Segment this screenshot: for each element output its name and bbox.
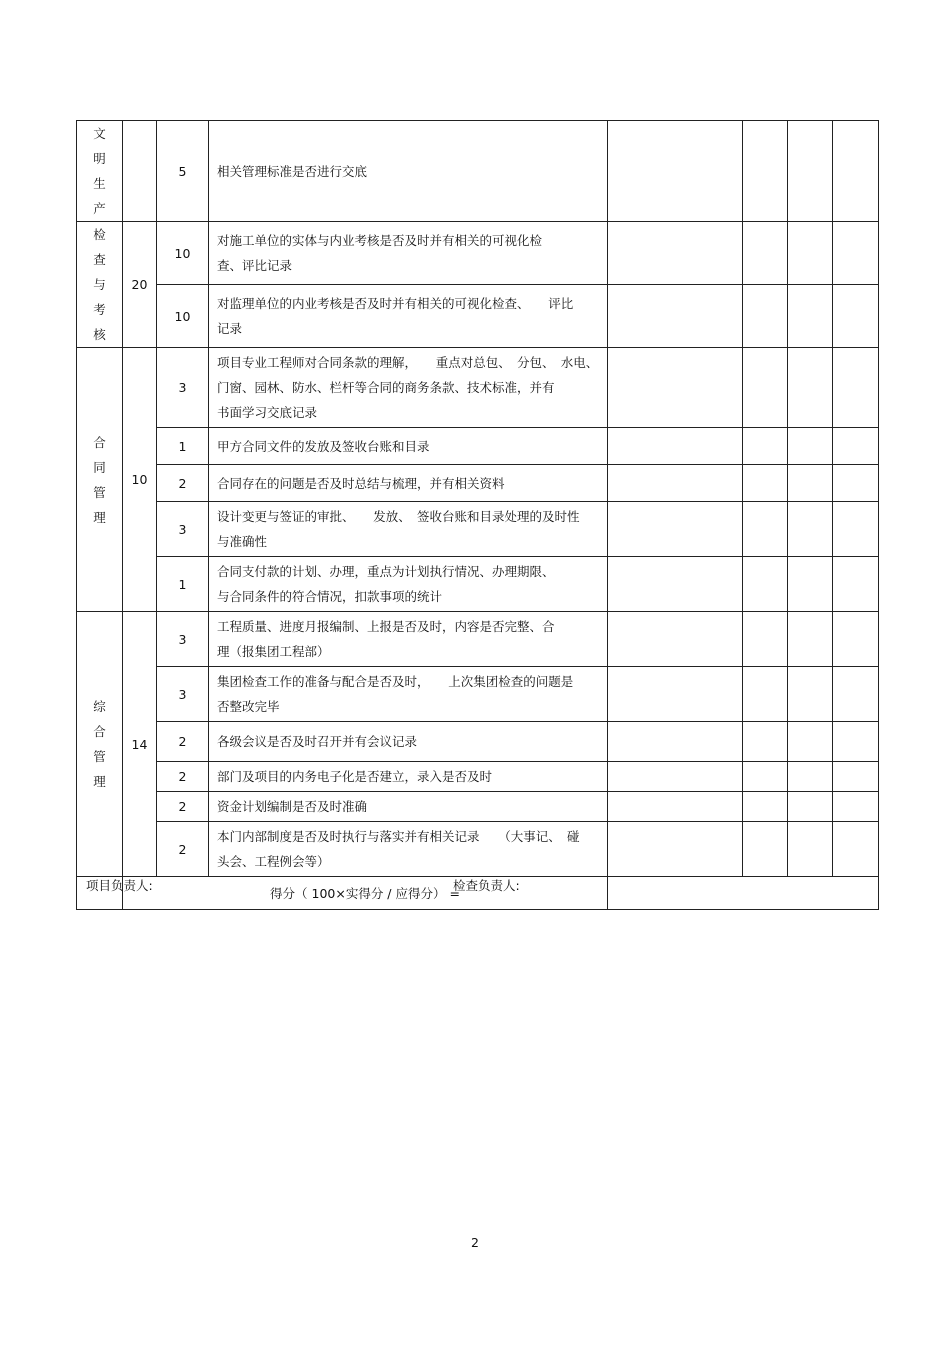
inspection-notes-cell[interactable] [608,667,743,722]
table-row [77,822,879,877]
score-entry-cell[interactable] [833,822,879,877]
item-criteria [209,557,608,612]
total-score-value-cell[interactable] [608,877,879,910]
criteria-line: 门窗、园林、防水、栏杆等合同的商务条款、技术标准，并有 [217,380,555,395]
item-criteria [209,502,608,557]
score-entry-cell[interactable] [833,667,879,722]
score-entry-cell[interactable] [788,348,833,428]
criteria-line: 部门及项目的内务电子化是否建立，录入是否及时 [217,769,493,784]
category-cell [77,121,123,222]
item-criteria [209,667,608,722]
category-total-points [123,121,157,222]
item-criteria [209,348,608,428]
score-entry-cell[interactable] [788,667,833,722]
inspection-notes-cell[interactable] [608,502,743,557]
score-entry-cell[interactable] [788,222,833,285]
score-entry-cell[interactable] [833,557,879,612]
item-criteria [209,428,608,465]
criteria-line: 工程质量、进度月报编制、上报是否及时，内容是否完整、合 [217,619,555,634]
table-row [77,502,879,557]
criteria-line: 各级会议是否及时召开并有会议记录 [217,734,418,749]
category-char: 同 [93,459,106,475]
category-cell [77,348,123,612]
table-row [77,348,879,428]
category-char: 合 [93,724,106,739]
score-entry-cell[interactable] [743,502,788,557]
category-char: 明 [93,151,106,166]
score-entry-cell[interactable] [788,822,833,877]
table-row [77,612,879,667]
category-char: 查 [93,252,106,267]
score-entry-cell[interactable] [743,348,788,428]
score-entry-cell[interactable] [788,792,833,822]
category-total-points: 20 [123,222,157,348]
inspection-notes-cell[interactable] [608,557,743,612]
category-cell [77,612,123,877]
inspection-notes-cell[interactable] [608,222,743,285]
inspection-notes-cell[interactable] [608,465,743,502]
inspection-notes-cell[interactable] [608,285,743,348]
score-entry-cell[interactable] [788,285,833,348]
inspection-lead-signature-label: 检查负责人: [453,878,520,893]
item-criteria [209,722,608,762]
category-char: 管 [93,749,106,764]
score-entry-cell[interactable] [788,121,833,222]
score-entry-cell[interactable] [833,792,879,822]
inspection-notes-cell[interactable] [608,348,743,428]
category-char: 理 [93,509,106,525]
score-entry-cell[interactable] [833,428,879,465]
category-char: 考 [93,302,106,317]
item-criteria [209,792,608,822]
category-char: 检 [93,227,106,242]
category-char: 与 [93,277,106,292]
category-char: 生 [93,176,106,191]
criteria-line: 集团检查工作的准备与配合是否及时， 上次集团检查的问题是 [217,674,574,689]
item-points: 3 [157,667,209,722]
score-entry-cell[interactable] [788,612,833,667]
score-entry-cell[interactable] [743,557,788,612]
criteria-line: 本门内部制度是否及时执行与落实并有相关记录 （大事记、 碰 [217,829,580,844]
project-lead-signature-label: 项目负责人: [86,878,153,893]
item-points: 2 [157,762,209,792]
criteria-line: 记录 [217,321,243,336]
criteria-line: 与准确性 [217,534,268,549]
criteria-line: 理（报集团工程部） [217,644,330,659]
score-entry-cell[interactable] [743,612,788,667]
score-entry-cell[interactable] [743,667,788,722]
item-points: 3 [157,502,209,557]
total-score-label: 得分（ 100×实得分 / 应得分） = [123,877,608,910]
criteria-line: 项目专业工程师对合同条款的理解， 重点对总包、 分包、 水电、 [217,355,599,370]
score-entry-cell[interactable] [743,465,788,502]
inspection-notes-cell[interactable] [608,792,743,822]
item-points: 5 [157,121,209,222]
category-total-points: 10 [123,348,157,612]
criteria-line: 查、评比记录 [217,258,293,273]
criteria-line: 头会、工程例会等） [217,854,330,869]
table-row [77,428,879,465]
score-entry-cell[interactable] [788,502,833,557]
item-criteria [209,285,608,348]
score-entry-cell[interactable] [788,465,833,502]
criteria-line: 甲方合同文件的发放及签收台账和目录 [217,438,430,454]
inspection-notes-cell[interactable] [608,822,743,877]
page-number: 2 [471,1235,479,1250]
table-row [77,667,879,722]
score-entry-cell[interactable] [833,722,879,762]
item-criteria [209,822,608,877]
category-char: 核 [93,327,106,342]
score-entry-cell[interactable] [833,222,879,285]
score-entry-cell[interactable] [788,762,833,792]
score-entry-cell[interactable] [833,762,879,792]
score-entry-cell[interactable] [833,348,879,428]
table-row [77,465,879,502]
category-char: 产 [93,201,106,216]
category-cell [77,222,123,348]
table-row [77,792,879,822]
table-row [77,121,879,222]
item-points: 1 [157,428,209,465]
item-criteria [209,762,608,792]
category-char: 合 [93,434,106,450]
score-entry-cell[interactable] [743,222,788,285]
criteria-line: 书面学习交底记录 [217,405,318,420]
table-row [77,557,879,612]
score-entry-cell[interactable] [743,121,788,222]
score-entry-cell[interactable] [743,285,788,348]
score-entry-cell[interactable] [833,612,879,667]
score-entry-cell[interactable] [788,722,833,762]
inspection-notes-cell[interactable] [608,612,743,667]
item-points: 10 [157,285,209,348]
score-entry-cell[interactable] [788,428,833,465]
criteria-line: 资金计划编制是否及时准确 [217,799,368,814]
criteria-line: 与合同条件的符合情况，扣款事项的统计 [217,589,443,604]
score-entry-cell[interactable] [743,428,788,465]
score-entry-cell[interactable] [743,822,788,877]
score-entry-cell[interactable] [833,285,879,348]
item-criteria [209,465,608,502]
item-points: 2 [157,722,209,762]
table-body [77,121,879,910]
table-row [77,722,879,762]
item-points: 1 [157,557,209,612]
item-points: 2 [157,792,209,822]
score-entry-cell[interactable] [788,557,833,612]
criteria-line: 合同支付款的计划、办理，重点为计划执行情况、办理期限、 [217,564,555,579]
criteria-line: 相关管理标准是否进行交底 [217,163,368,179]
category-char: 理 [93,774,106,789]
criteria-line: 对施工单位的实体与内业考核是否及时并有相关的可视化检 [217,233,543,248]
item-points: 2 [157,822,209,877]
inspection-notes-cell[interactable] [608,762,743,792]
score-entry-cell[interactable] [833,121,879,222]
category-char: 文 [93,126,106,141]
inspection-notes-cell[interactable] [608,121,743,222]
item-points: 3 [157,348,209,428]
score-entry-cell[interactable] [833,502,879,557]
item-points: 2 [157,465,209,502]
score-entry-cell[interactable] [743,762,788,792]
score-entry-cell[interactable] [833,465,879,502]
category-total-points: 14 [123,612,157,877]
item-points: 3 [157,612,209,667]
criteria-line: 合同存在的问题是否及时总结与梳理，并有相关资料 [217,475,505,491]
table-row [77,762,879,792]
criteria-line: 否整改完毕 [217,699,280,714]
criteria-line: 设计变更与签证的审批、 发放、 签收台账和目录处理的及时性 [217,509,580,524]
table-row [77,285,879,348]
item-criteria [209,222,608,285]
inspection-notes-cell[interactable] [608,428,743,465]
inspection-notes-cell[interactable] [608,722,743,762]
item-criteria [209,612,608,667]
table-row [77,222,879,285]
item-criteria [209,121,608,222]
inspection-score-table [76,120,879,910]
category-char: 综 [93,699,106,714]
score-entry-cell[interactable] [743,722,788,762]
item-points: 10 [157,222,209,285]
category-char: 管 [93,484,106,500]
criteria-line: 对监理单位的内业考核是否及时并有相关的可视化检查、 评比 [217,296,574,311]
score-entry-cell[interactable] [743,792,788,822]
